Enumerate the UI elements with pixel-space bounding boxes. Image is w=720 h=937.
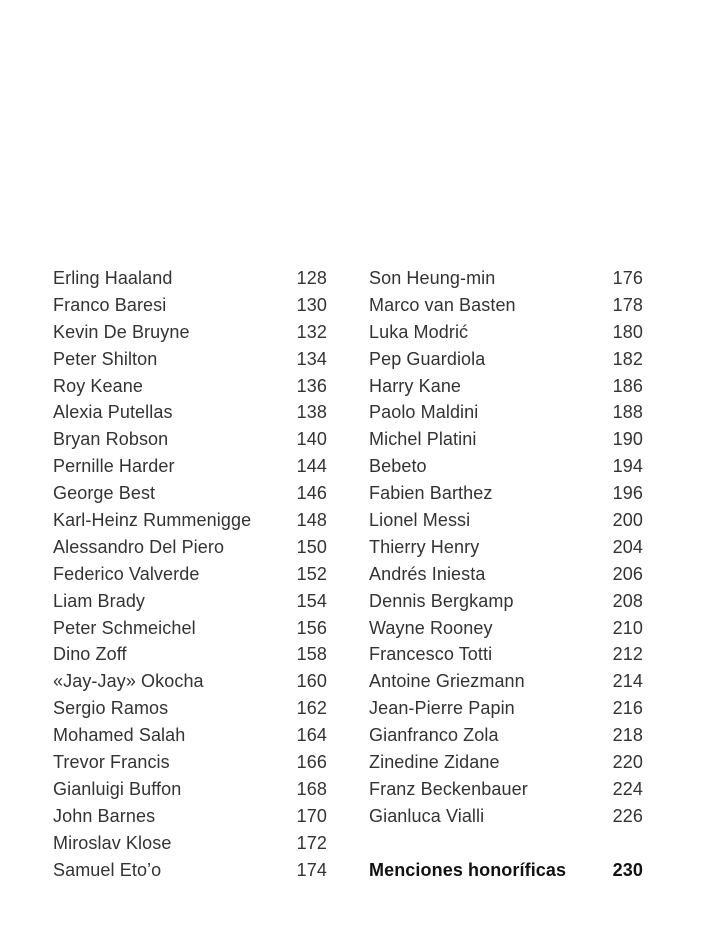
toc-entry xyxy=(369,722,643,749)
toc-entry-page: 152 xyxy=(296,563,327,584)
toc-entry-page: 196 xyxy=(612,483,643,504)
toc-entry-page: 138 xyxy=(296,402,327,423)
toc-entry xyxy=(53,426,327,453)
toc-entry-name: Sergio Ramos xyxy=(53,698,169,719)
toc-entry xyxy=(53,453,327,480)
toc-entry xyxy=(53,480,327,507)
toc-entry-name: Andrés Iniesta xyxy=(369,563,486,584)
toc-entry xyxy=(53,615,327,642)
toc-entry-name: Michel Platini xyxy=(369,429,477,450)
toc-entry xyxy=(53,346,327,373)
toc-entry-name: Thierry Henry xyxy=(369,536,480,557)
toc-entry-name: George Best xyxy=(53,483,156,504)
toc-entry-page: 230 xyxy=(612,859,643,880)
toc-entry xyxy=(369,695,643,722)
toc-entry-name: Bryan Robson xyxy=(53,429,169,450)
toc-entry-page: 160 xyxy=(296,671,327,692)
toc-entry-page: 204 xyxy=(612,536,643,557)
toc-entry-name: Gianluigi Buffon xyxy=(53,778,182,799)
toc-entry xyxy=(53,857,327,884)
toc-entry xyxy=(53,749,327,776)
toc-entry-page: 206 xyxy=(612,563,643,584)
toc-entry-name: John Barnes xyxy=(53,805,156,826)
toc-entry-name: Franco Baresi xyxy=(53,294,167,315)
toc-entry-name: Menciones honoríficas xyxy=(369,859,567,880)
toc-entry-page: 154 xyxy=(296,590,327,611)
toc-entry-page: 136 xyxy=(296,375,327,396)
toc-entry-name: Pernille Harder xyxy=(53,456,175,477)
toc-entry-name: Mohamed Salah xyxy=(53,725,186,746)
toc-entry-name: Gianfranco Zola xyxy=(369,725,499,746)
toc-entry-name: Lionel Messi xyxy=(369,510,471,531)
toc-entry-page: 164 xyxy=(296,725,327,746)
toc-entry xyxy=(369,453,643,480)
toc-entry-name: Peter Shilton xyxy=(53,348,158,369)
toc-entry-page: 132 xyxy=(296,321,327,342)
toc-entry-page: 176 xyxy=(612,268,643,288)
toc-entry-page: 214 xyxy=(612,671,643,692)
toc-entry-page: 148 xyxy=(296,510,327,531)
toc-entry-page: 178 xyxy=(612,294,643,315)
toc-entry-name: Dennis Bergkamp xyxy=(369,590,514,611)
toc-entry-name: Luka Modrić xyxy=(369,321,469,342)
toc-entry xyxy=(369,561,643,588)
toc-entry-page: 130 xyxy=(296,294,327,315)
toc-entry-page: 140 xyxy=(296,429,327,450)
toc-entry xyxy=(53,803,327,830)
toc-entry xyxy=(53,776,327,803)
toc-entry-name: Miroslav Klose xyxy=(53,832,172,853)
toc-entry-name: Samuel Eto’o xyxy=(53,859,162,880)
toc-entry-page: 190 xyxy=(612,429,643,450)
toc-entry xyxy=(369,265,643,292)
toc-entry-name: Francesco Totti xyxy=(369,644,493,665)
toc-entry-page: 158 xyxy=(296,644,327,665)
toc-entry-page: 146 xyxy=(296,483,327,504)
toc-entry-page: 180 xyxy=(612,321,643,342)
toc-entry-name: Erling Haaland xyxy=(53,268,173,288)
toc-entry xyxy=(369,641,643,668)
toc-entry-name: Dino Zoff xyxy=(53,644,127,665)
toc-entry xyxy=(369,588,643,615)
toc-entry-name: Antoine Griezmann xyxy=(369,671,525,692)
toc-entry-name: Zinedine Zidane xyxy=(369,752,500,773)
toc-entry xyxy=(369,346,643,373)
toc-entry-name: Karl-Heinz Rummenigge xyxy=(53,510,252,531)
toc-entry-name: Liam Brady xyxy=(53,590,146,611)
toc-entry-name: Alexia Putellas xyxy=(53,402,173,423)
toc-entry-page: 150 xyxy=(296,536,327,557)
toc-entry-page: 224 xyxy=(612,778,643,799)
toc-entry xyxy=(53,561,327,588)
toc-entry xyxy=(369,749,643,776)
toc-entry-page: 144 xyxy=(296,456,327,477)
toc-entry-page: 218 xyxy=(612,725,643,746)
toc-entry xyxy=(53,695,327,722)
toc-entry-page: 210 xyxy=(612,617,643,638)
toc-entry xyxy=(53,641,327,668)
toc-entry xyxy=(369,480,643,507)
toc-entry-page: 182 xyxy=(612,348,643,369)
toc-entry xyxy=(53,399,327,426)
toc-entry xyxy=(369,426,643,453)
toc-entry-name: Roy Keane xyxy=(53,375,143,396)
toc-entry-name: Peter Schmeichel xyxy=(53,617,196,638)
toc-entry xyxy=(369,776,643,803)
toc-entry xyxy=(53,534,327,561)
toc-entry-page: 212 xyxy=(612,644,643,665)
toc-entry-page: 168 xyxy=(296,778,327,799)
toc-entry-name: Kevin De Bruyne xyxy=(53,321,190,342)
toc-entry-page: 156 xyxy=(296,617,327,638)
toc-entry xyxy=(53,830,327,857)
toc-entry-page: 174 xyxy=(296,859,327,880)
toc-entry-page: 172 xyxy=(296,832,327,853)
toc-entry-name: Paolo Maldini xyxy=(369,402,479,423)
toc-entry-page: 216 xyxy=(612,698,643,719)
toc-entry xyxy=(369,292,643,319)
toc-entry xyxy=(369,507,643,534)
toc-entry-page: 128 xyxy=(296,268,327,288)
toc-entry-name: Pep Guardiola xyxy=(369,348,486,369)
toc-entry-page: 166 xyxy=(296,752,327,773)
toc-entry-name: Alessandro Del Piero xyxy=(53,536,225,557)
toc-entry xyxy=(369,668,643,695)
toc-entry xyxy=(53,668,327,695)
toc-entry-name: Son Heung-min xyxy=(369,268,496,288)
toc-left-column xyxy=(53,265,327,883)
toc-entry-name: Franz Beckenbauer xyxy=(369,778,528,799)
toc-entry xyxy=(53,292,327,319)
toc-entry-name: Jean-Pierre Papin xyxy=(369,698,515,719)
toc-entry xyxy=(369,373,643,400)
toc-entry xyxy=(53,507,327,534)
toc-entry-page: 208 xyxy=(612,590,643,611)
toc-entry xyxy=(369,534,643,561)
toc-entry-page: 186 xyxy=(612,375,643,396)
toc-entry xyxy=(53,588,327,615)
toc-entry-page: 226 xyxy=(612,805,643,826)
toc-entry-page: 170 xyxy=(296,805,327,826)
toc-entry-name: Harry Kane xyxy=(369,375,462,396)
toc-entry xyxy=(53,373,327,400)
toc-entry-name: «Jay-Jay» Okocha xyxy=(53,671,204,692)
toc-entry-name: Fabien Barthez xyxy=(369,483,493,504)
toc-entry-name: Gianluca Vialli xyxy=(369,805,485,826)
toc-entry-name: Wayne Rooney xyxy=(369,617,493,638)
toc-entry xyxy=(53,319,327,346)
toc-entry xyxy=(369,399,643,426)
toc-entry xyxy=(369,803,643,830)
toc-entry-page: 162 xyxy=(296,698,327,719)
toc-entry-name: Bebeto xyxy=(369,456,427,477)
toc-entry-name: Trevor Francis xyxy=(53,752,170,773)
toc-entry-page: 194 xyxy=(612,456,643,477)
toc-entry-page: 220 xyxy=(612,752,643,773)
toc-entry xyxy=(369,319,643,346)
toc-entry xyxy=(53,722,327,749)
toc-entry xyxy=(369,615,643,642)
toc-entry-page: 200 xyxy=(612,510,643,531)
toc-entry-name: Marco van Basten xyxy=(369,294,516,315)
toc-entry xyxy=(53,265,327,292)
toc-entry-page: 134 xyxy=(296,348,327,369)
toc-entry-honorable-mentions xyxy=(369,857,643,884)
toc-right-column xyxy=(369,265,643,883)
toc-entry-page: 188 xyxy=(612,402,643,423)
toc-entry-name: Federico Valverde xyxy=(53,563,200,584)
